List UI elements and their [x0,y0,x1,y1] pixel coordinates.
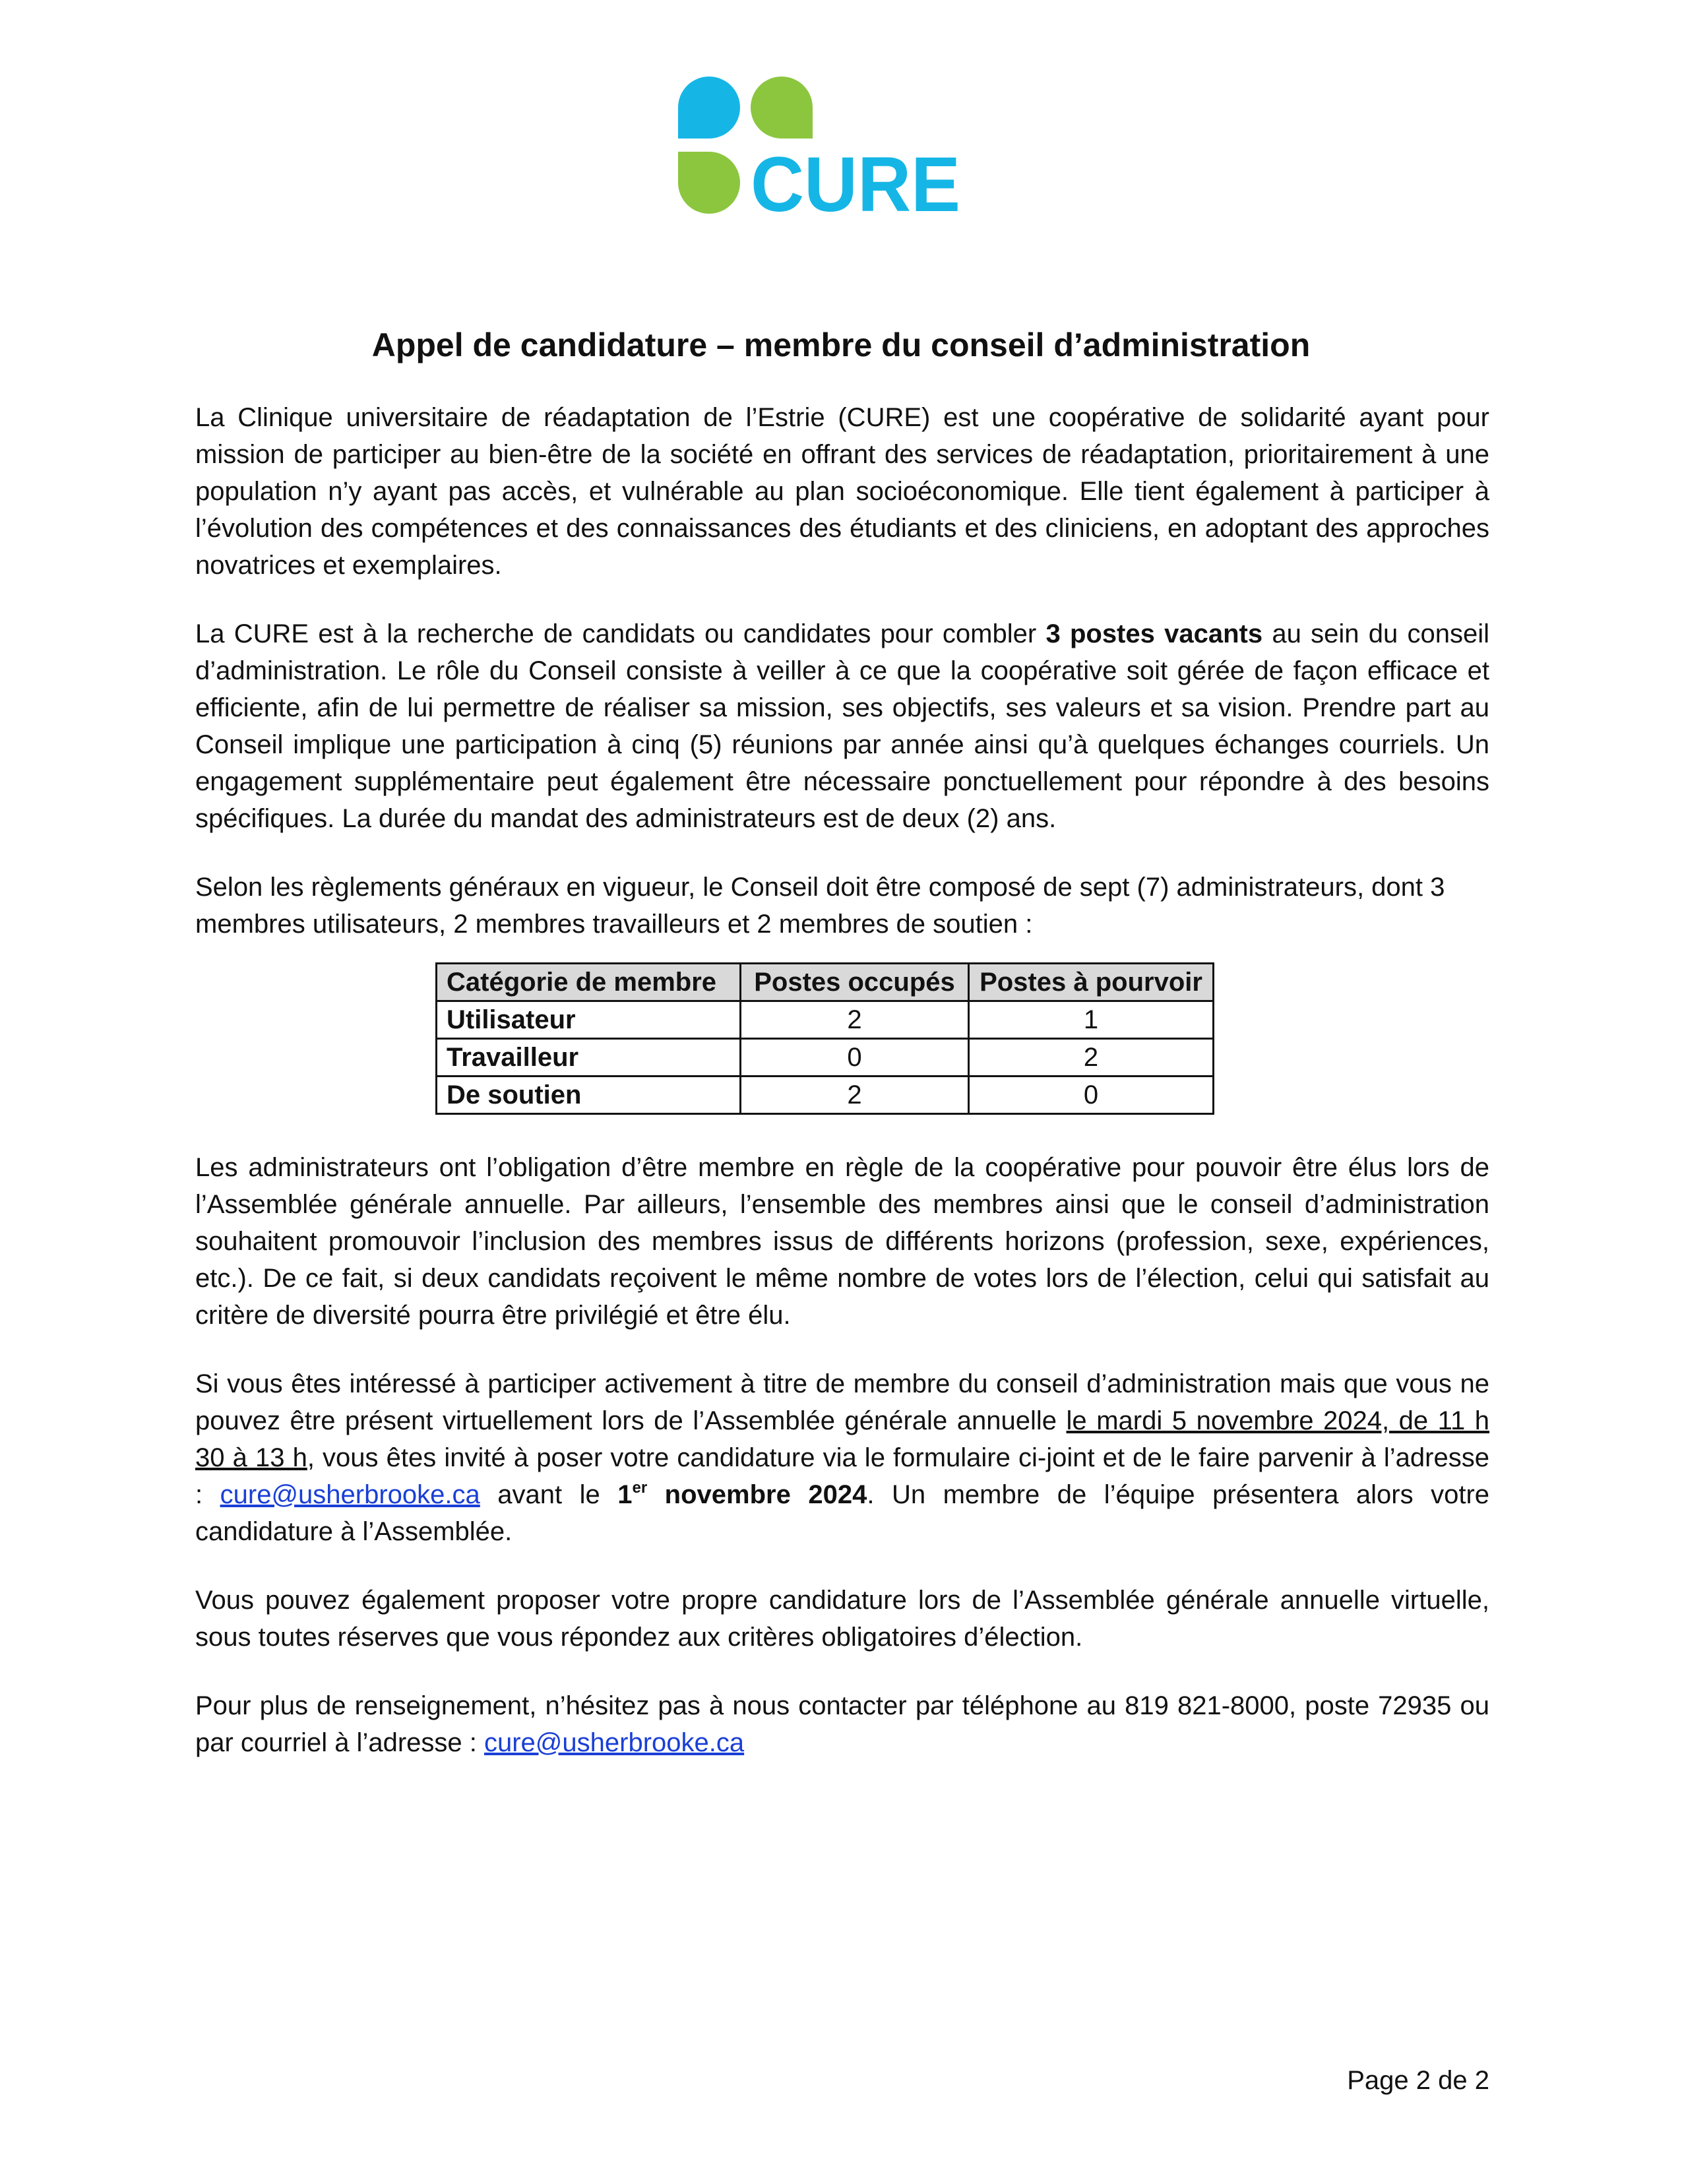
document-body [195,399,1489,1793]
table-row [437,1001,1214,1039]
col-header-category: Catégorie de membre [437,964,741,1001]
ordinal-suffix: er [632,1479,648,1497]
page-title: Appel de candidature – membre du conseil d’administration [371,327,1311,363]
cell-occupied: 2 [741,1076,969,1114]
text: Pour plus de renseignement, n’hésitez pas à nous contacter par téléphone au 819 821-8000, poste 72935 ou par courriel à l’adresse : [195,1691,1489,1757]
table-header-row [437,964,1214,1001]
members-table [435,962,1214,1115]
cell-to-fill: 2 [969,1039,1214,1076]
cell-category: Travailleur [437,1039,741,1076]
text: avant le [480,1480,618,1509]
col-header-to-fill: Postes à pourvoir [969,964,1214,1001]
cell-occupied: 0 [741,1039,969,1076]
intro-paragraph: La Clinique universitaire de réadaptation de l’Estrie (CURE) est une coopérative de solidarité ayant pour mission de participer au bien-être de la société en offrant des services de réadaptation, prioritairement à une population n’y ayant pas accès, et vulnérable au plan socioéconomique. Elle tient également à participer à l’évolution des compétences et des connaissances des étudiants et des cliniciens, en adoptant des approches novatrices et exemplaires. [195,403,1489,580]
self-nomination-paragraph: Vous pouvez également proposer votre propre candidature lors de l’Assemblée générale annuelle virtuelle, sous toutes réserves que vous répondez aux critères obligatoires d’élection. [195,1586,1489,1652]
cell-category: De soutien [437,1076,741,1114]
cell-to-fill: 1 [969,1001,1214,1039]
members-table-wrapper [195,962,1489,1115]
text: La CURE est à la recherche de candidats ou candidates pour combler [195,619,1046,648]
deadline-day: 1 [617,1480,633,1509]
cure-logo-text: CURE [751,141,960,223]
text: , vous êtes invité à poser votre candidature via le formulaire ci-joint et de le faire parvenir à l’adresse : [195,1443,1489,1509]
table-row [437,1039,1214,1076]
contact-paragraph [195,1687,1489,1761]
cell-category: Utilisateur [437,1001,741,1039]
application-paragraph [195,1365,1489,1550]
table-row [437,1076,1214,1114]
deadline-month-year: novembre 2024 [647,1480,867,1509]
col-header-occupied: Postes occupés [741,964,969,1001]
cure-logo [673,71,963,223]
deadline-date [617,1480,867,1509]
eligibility-paragraph: Les administrateurs ont l’obligation d’être membre en règle de la coopérative pour pouvoir être élus lors de l’Assemblée générale annuelle. Par ailleurs, l’ensemble des membres ainsi que le conseil d’administration souhaitent promouvoir l’inclusion des membres issus de différents horizons (profession, sexe, expériences, etc.). De ce fait, si deux candidats reçoivent le même nombre de votes lors de l’élection, celui qui satisfait au critère de diversité pourra être privilégié et être élu. [195,1153,1489,1330]
text: au sein du conseil d’administration. Le rôle du Conseil consiste à veiller à ce que la coopérative soit gérée de façon efficace et efficiente, afin de lui permettre de réaliser sa mission, ses objectifs, ses valeurs et sa vision. Prendre part au Conseil implique une participation à cinq (5) réunions par année ainsi qu’à quelques échanges courriels. Un engagement supplémentaire peut également être nécessaire ponctuellement pour répondre à des besoins spécifiques. La durée du mandat des administrateurs est de deux (2) ans. [195,619,1489,833]
cell-occupied: 2 [741,1001,969,1039]
vacant-posts-count: 3 postes vacants [1045,619,1263,648]
contact-email-link[interactable]: cure@usherbrooke.ca [483,1728,745,1757]
cure-logo-icon [673,71,963,223]
text: . Un membre de l’équipe présentera alors votre candidature à l’Assemblée. [195,1480,1490,1546]
composition-paragraph: Selon les règlements généraux en vigueur, le Conseil doit être composé de sept (7) administrateurs, dont 3 membres utilisateurs, 2 membres travailleurs et 2 membres de soutien : [195,873,1445,939]
cell-to-fill: 0 [969,1076,1214,1114]
email-link[interactable]: cure@usherbrooke.ca [220,1480,480,1509]
page-number: Page 2 de 2 [1347,2066,1489,2095]
text: Si vous êtes intéressé à participer activement à titre de membre du conseil d’administration mais que vous ne pouvez être présent virtuellement lors de l’Assemblée générale annuelle [195,1369,1489,1435]
vacancies-paragraph [195,615,1489,837]
assembly-date: le mardi 5 novembre 2024, de 11 h 30 à 13 h [195,1406,1489,1472]
